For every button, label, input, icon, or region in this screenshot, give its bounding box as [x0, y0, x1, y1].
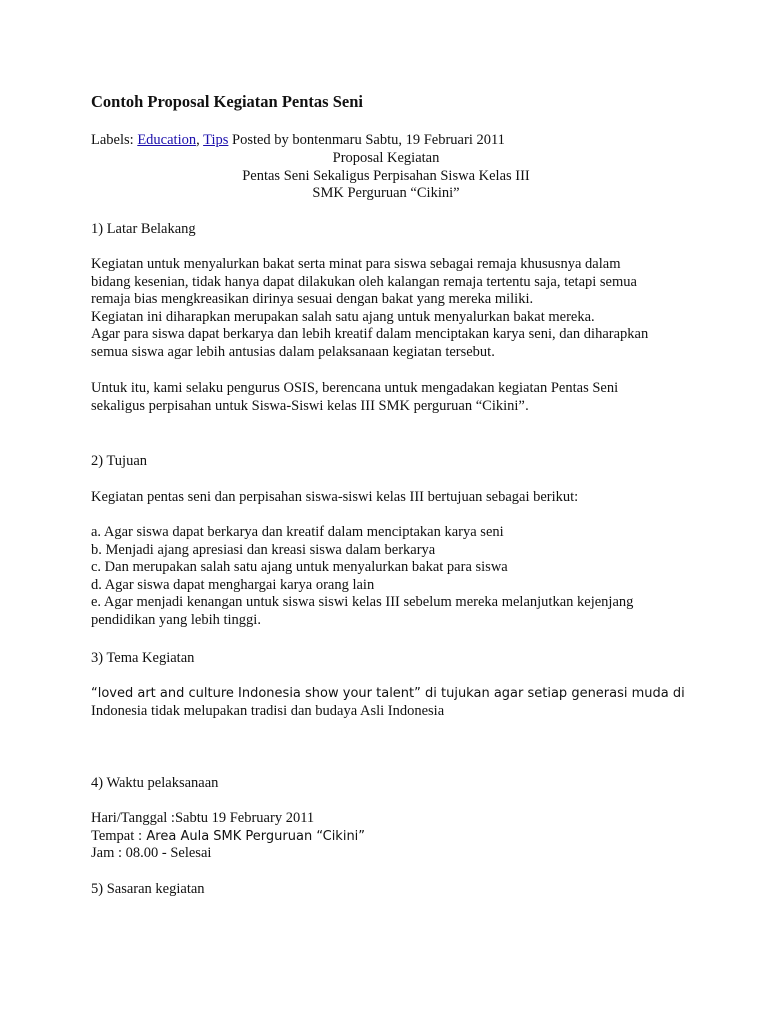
tujuan-list	[91, 524, 691, 629]
osis-paragraph	[91, 380, 691, 415]
heading-line: Pentas Seni Sekaligus Perpisahan Siswa Kelas III	[242, 167, 530, 184]
tema-paragraph	[91, 685, 691, 720]
text-line: Agar para siswa dapat berkarya dan lebih kreatif dalam menciptakan karya seni, dan diharapkan	[91, 326, 649, 342]
section-heading-tujuan: 2) Tujuan	[91, 453, 148, 469]
text-line: Kegiatan ini diharapkan merupakan salah satu ajang untuk menyalurkan bakat mereka.	[91, 308, 595, 325]
section-heading-waktu-pelaksanaan: 4) Waktu pelaksanaan	[91, 775, 219, 791]
latar-belakang-paragraph	[91, 256, 691, 361]
proposal-heading	[91, 150, 681, 203]
section-heading-sasaran-kegiatan: 5) Sasaran kegiatan	[91, 881, 205, 897]
list-item: d. Agar siswa dapat menghargai karya orang lain	[91, 576, 375, 593]
text-line: Kegiatan untuk menyalurkan bakat serta minat para siswa sebagai remaja khususnya dalam	[91, 256, 621, 272]
text-segment: sekaligus perpisahan untuk Siswa-Siswi kelas III SMK perguruan “Cikini”	[91, 397, 525, 414]
section-heading-tema-kegiatan: 3) Tema Kegiatan	[91, 650, 195, 666]
text-line: bidang kesenian, tidak hanya dapat dilakukan oleh kalangan remaja tertentu saja, tetapi semua	[91, 273, 637, 290]
heading-line: SMK Perguruan “Cikini”	[312, 185, 460, 201]
label-link-education[interactable]: Education	[137, 132, 197, 148]
place-line	[91, 828, 691, 846]
label-link-tips[interactable]: Tips	[203, 132, 229, 148]
list-item: a. Agar siswa dapat berkarya dan kreatif dalam menciptakan karya seni	[91, 524, 504, 540]
time-line: Jam : 08.00 - Selesai	[91, 845, 212, 861]
label-separator: ,	[196, 132, 204, 148]
place-value: : Area Aula SMK Perguruan “Cikini”	[137, 828, 366, 844]
text-line: semua siswa agar lebih antusias dalam pelaksanaan kegiatan tersebut.	[91, 343, 495, 360]
post-meta	[91, 132, 505, 150]
labels-prefix: Labels:	[91, 132, 138, 148]
text-line: “loved art and culture Indonesia show your talent” di tujukan agar setiap generasi muda di	[91, 686, 685, 701]
list-item: b. Menjadi ajang apresiasi dan kreasi siswa dalam berkarya	[91, 541, 436, 558]
tujuan-intro: Kegiatan pentas seni dan perpisahan siswa-siswi kelas III bertujuan sebagai berikut:	[91, 489, 579, 505]
list-item: pendidikan yang lebih tinggi.	[91, 611, 261, 628]
section-heading-latar-belakang: 1) Latar Belakang	[91, 221, 196, 237]
text-segment: .	[524, 398, 530, 414]
text-line	[91, 398, 691, 416]
list-item: c. Dan merupakan salah satu ajang untuk menyalurkan bakat para siswa	[91, 559, 508, 575]
list-item: e. Agar menjadi kenangan untuk siswa siswi kelas III sebelum mereka melanjutkan kejenjang	[91, 594, 634, 610]
date-line: Hari/Tanggal :Sabtu 19 February 2011	[91, 810, 315, 826]
text-line: remaja bias mengkreasikan dirinya sesuai dengan bakat yang mereka miliki.	[91, 291, 534, 307]
text-line: Indonesia tidak melupakan tradisi dan budaya Asli Indonesia	[91, 702, 445, 719]
heading-line: Proposal Kegiatan	[332, 150, 440, 166]
text-line: Untuk itu, kami selaku pengurus OSIS, berencana untuk mengadakan kegiatan Pentas Seni	[91, 380, 619, 396]
place-label: Tempat	[91, 827, 138, 844]
document-title: Contoh Proposal Kegiatan Pentas Seni	[91, 92, 363, 111]
posted-by-text: Posted by bontenmaru Sabtu, 19 Februari 2011	[228, 132, 505, 148]
waktu-details	[91, 810, 691, 863]
